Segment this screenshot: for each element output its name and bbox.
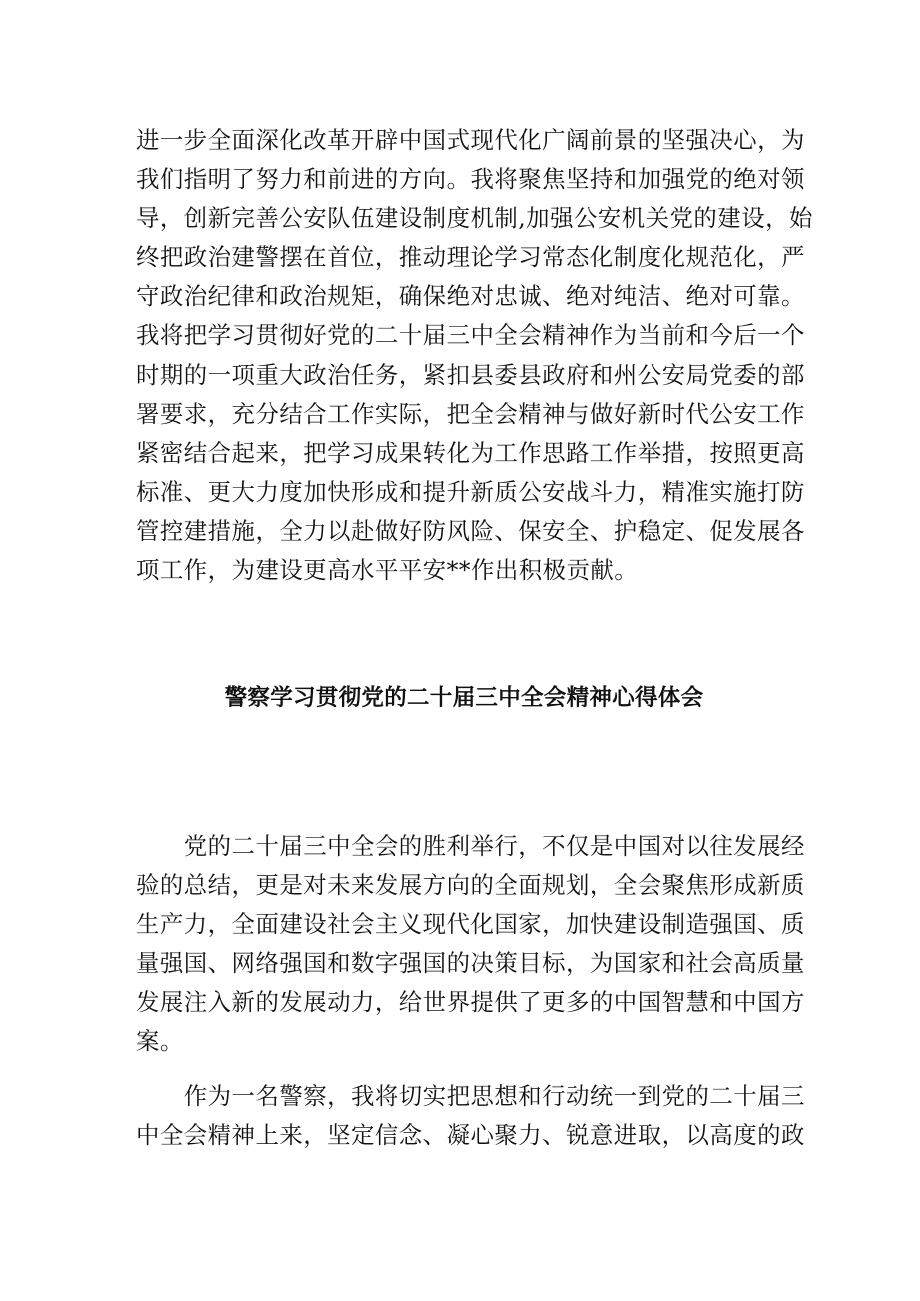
- text-line: 时期的一项重大政治任务，紧扣县委县政府和州公安局党委的部: [136, 360, 805, 389]
- text-line: 量强国、网络强国和数字强国的决策目标，为国家和社会高质量: [136, 949, 805, 978]
- text-line: 发展注入新的发展动力，给世界提供了更多的中国智慧和中国方: [136, 988, 805, 1017]
- text-line: 生产力，全面建设社会主义现代化国家，加快建设制造强国、质: [136, 910, 805, 939]
- text-line: 验的总结，更是对未来发展方向的全面规划，全会聚焦形成新质: [136, 871, 805, 900]
- body-paragraph-1: [136, 121, 813, 590]
- text-line: 导，创新完善公安队伍建设制度机制,加强公安机关党的建设，始: [136, 204, 813, 233]
- body-paragraph-2: [136, 827, 805, 1062]
- text-line: 案。: [136, 1027, 184, 1056]
- text-line: 紧密结合起来，把学习成果转化为工作思路工作举措，按照更高: [136, 438, 805, 467]
- text-line: 守政治纪律和政治规矩，确保绝对忠诚、绝对纯洁、绝对可靠。: [136, 282, 805, 311]
- text-line: 进一步全面深化改革开辟中国式现代化广阔前景的坚强决心，为: [136, 126, 805, 154]
- body-paragraph-3: [136, 1077, 805, 1155]
- text-line: 终把政治建警摆在首位，推动理论学习常态化制度化规范化，严: [136, 243, 805, 272]
- article-title: 警察学习贯彻党的二十届三中全会精神心得体会: [224, 685, 704, 711]
- text-line: 我将把学习贯彻好党的二十届三中全会精神作为当前和今后一个: [136, 321, 805, 350]
- text-line: 党的二十届三中全会的胜利举行，不仅是中国对以往发展经: [136, 832, 805, 860]
- text-line: 项工作，为建设更高水平平安**作出积极贡献。: [136, 556, 639, 585]
- text-line: 作为一名警察，我将切实把思想和行动统一到党的二十届三: [136, 1082, 805, 1110]
- text-line: 我们指明了努力和前进的方向。我将聚焦坚持和加强党的绝对领: [136, 165, 805, 194]
- text-line: 管控建措施，全力以赴做好防风险、保安全、护稳定、促发展各: [136, 516, 805, 545]
- text-line: 中全会精神上来，坚定信念、凝心聚力、锐意进取，以高度的政: [136, 1121, 805, 1150]
- text-line: 标准、更大力度加快形成和提升新质公安战斗力，精准实施打防: [136, 477, 805, 506]
- text-line: 署要求，充分结合工作实际，把全会精神与做好新时代公安工作: [136, 399, 805, 428]
